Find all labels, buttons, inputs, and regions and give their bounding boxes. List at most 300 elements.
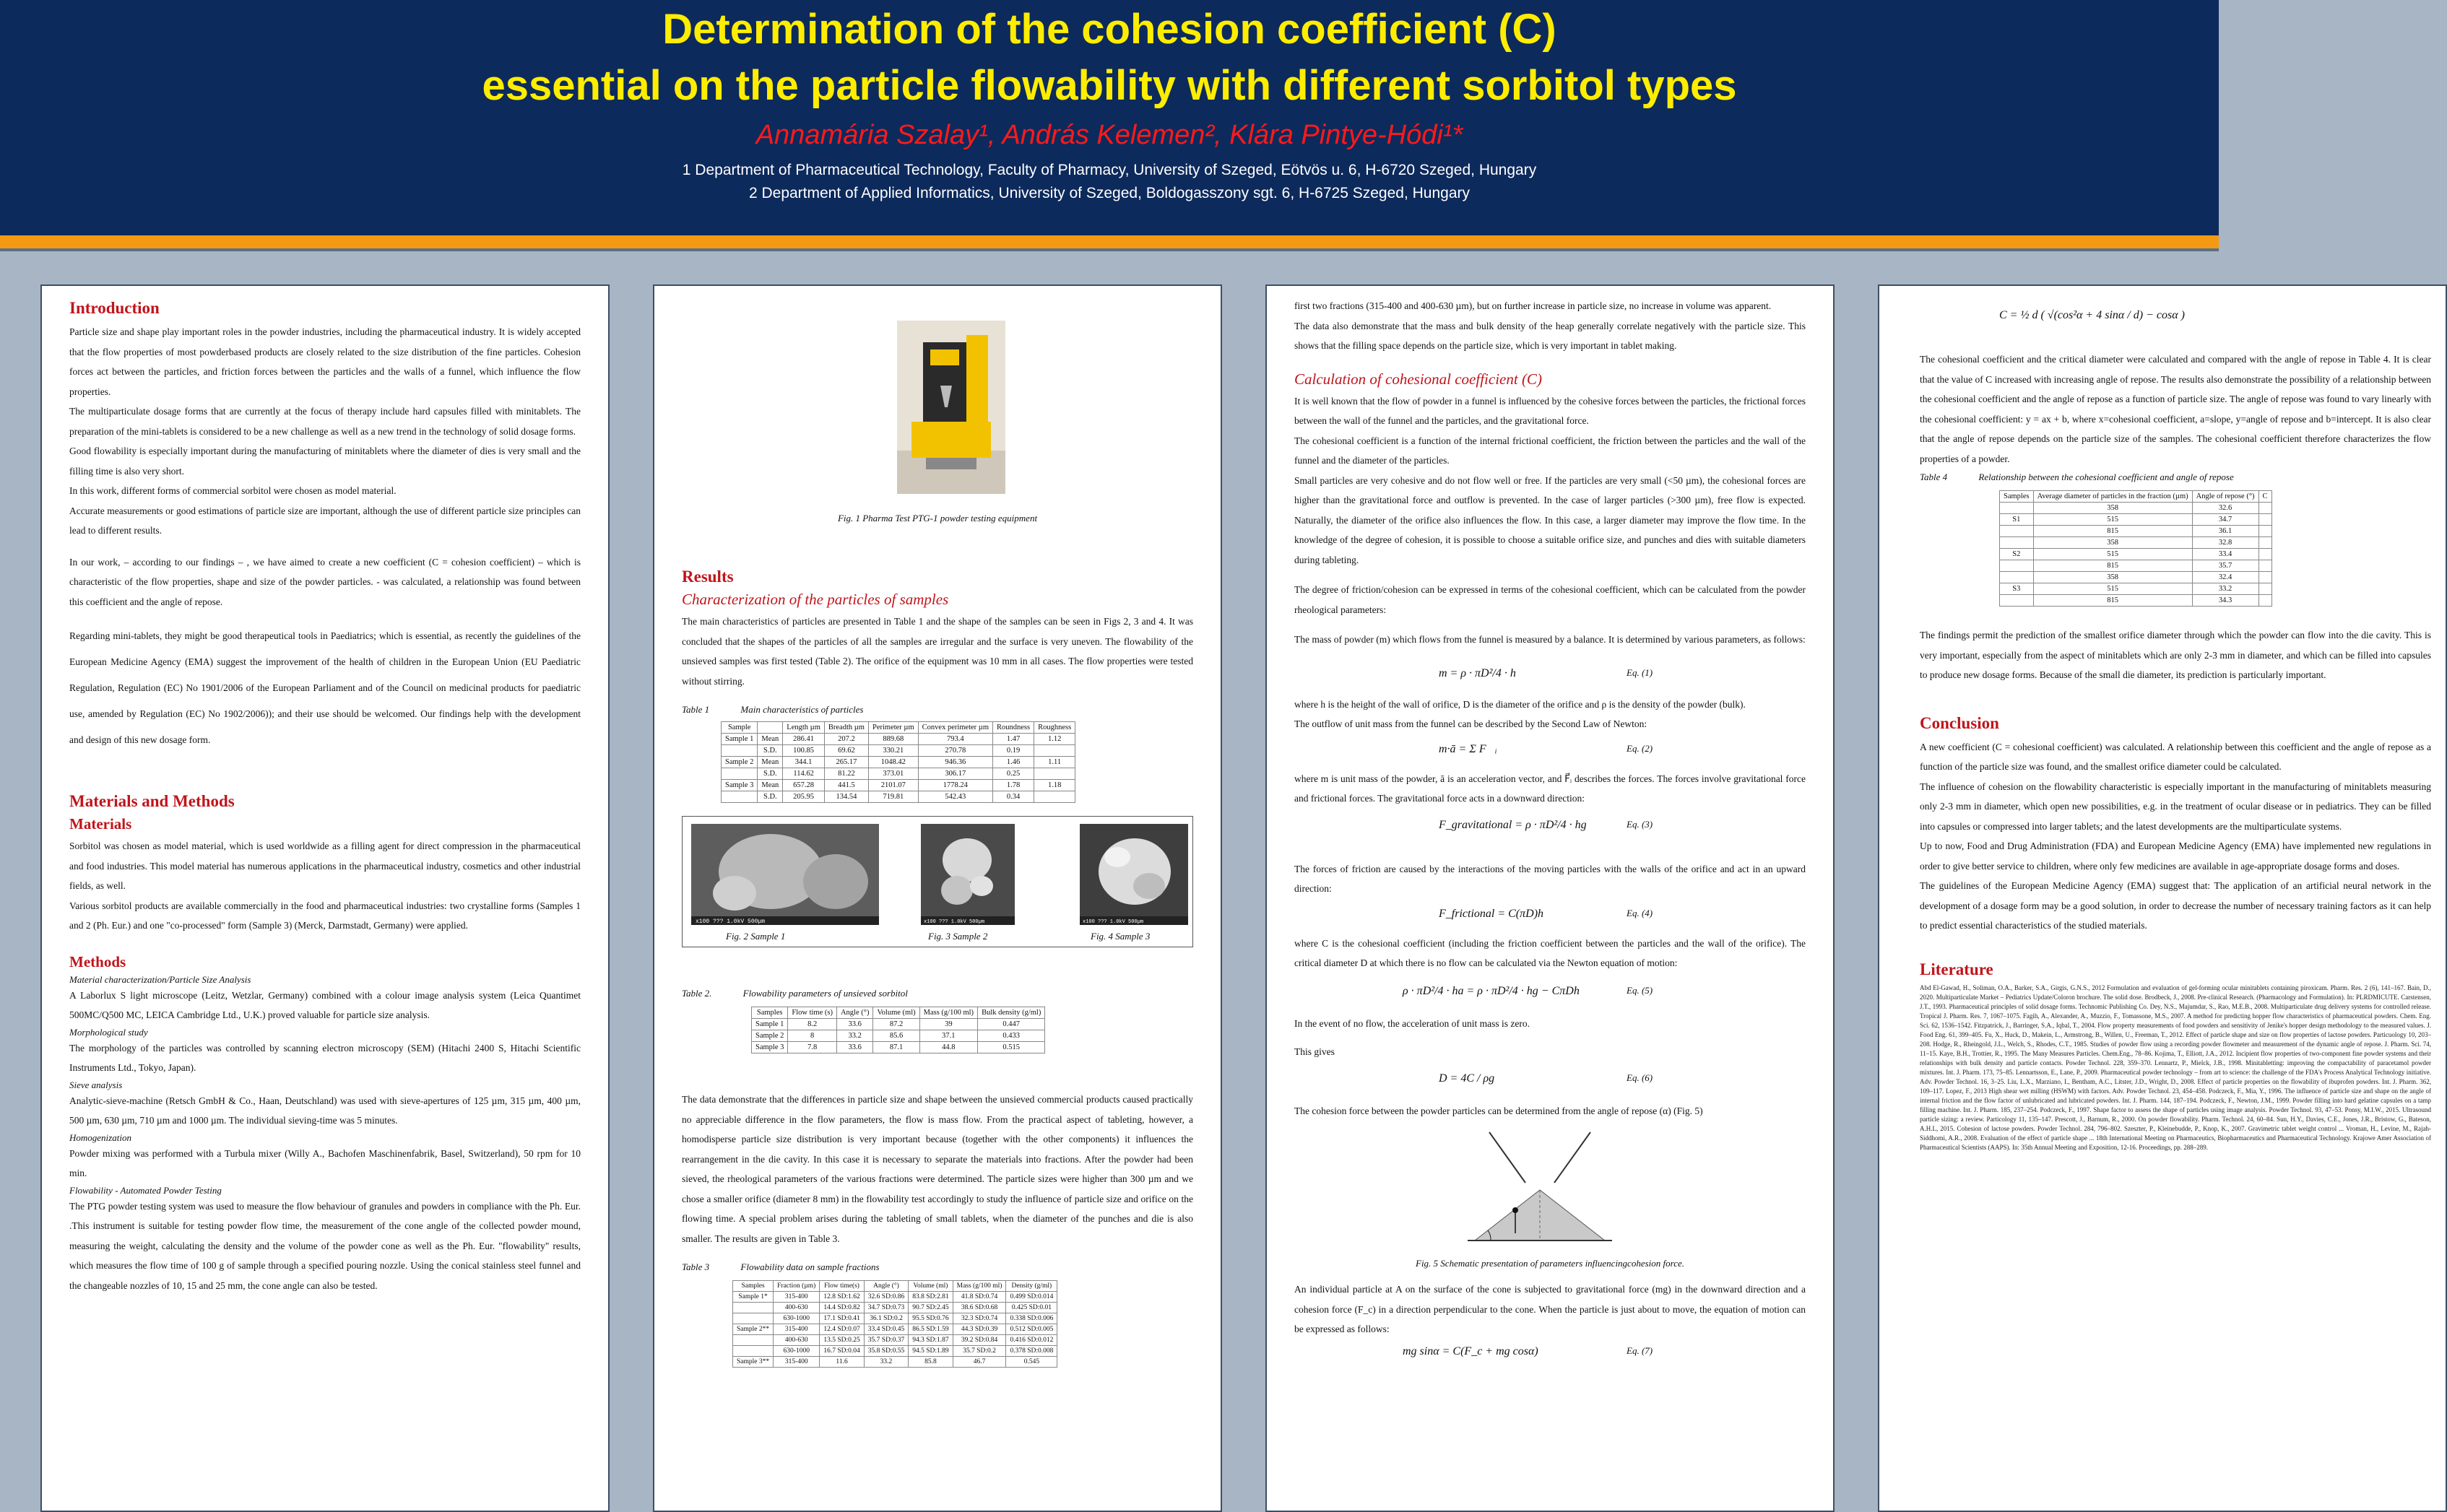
table-3-title: Flowability data on sample fractions [740,1261,880,1272]
table-row [733,1313,1057,1324]
table-1-header-cell: Breadth µm [824,722,868,734]
intro-paragraph: Accurate measurements or good estimations of particle size are important, although the use of different particle size principles can lead to different results. [69,505,581,536]
table-3-cell: 94.5 SD:1.89 [909,1346,953,1357]
table-2-cell: 8.2 [788,1019,837,1030]
figure-4-caption: Fig. 4 Sample 3 [1091,931,1151,942]
methods-paragraph: Powder mixing was performed with a Turbula mixer (Willy A., Bachofen Maschinenfabrik, Basel, Switzerland), 50 rpm for 10 min. [69,1147,581,1178]
equation-7-formula: mg sinα = C(F_c + mg cosα) [1403,1344,1538,1357]
table-1-cell: Sample 1 [722,734,758,745]
table-1-cell: 793.4 [918,734,992,745]
table-3-cell: 46.7 [953,1357,1006,1368]
table-4-cell [2000,560,2034,572]
table-3-cell: 86.5 SD:1.59 [909,1324,953,1335]
header-orange-stripe [0,235,2219,248]
table-3-cell: 83.8 SD:2.81 [909,1292,953,1303]
conclusion-paragraph: The guidelines of the European Medicine Agency (EMA) suggest that: The application of an artificial neural network in the development of a dosage form may be a good solution, in order to decrease the number of necessary training factors as it can help to predict essential characteristics of the studied materials. [1920,880,2431,931]
equation-2-label: Eq. (2) [1627,742,1653,754]
table-2-cell: 44.8 [919,1042,977,1053]
table-row [752,1042,1045,1053]
table-3-cell: 39.2 SD:0.84 [953,1335,1006,1346]
table-3-label: Table 3 [682,1261,710,1272]
table-4-cell: 36.1 [2192,526,2258,537]
poster-authors: Annamária Szalay¹, András Kelemen², Klára Pintye-Hódi¹* [755,120,1463,150]
methods-subheading: Material characterization/Particle Size Analysis [69,973,251,985]
table-4-cell: 515 [2033,549,2192,560]
affiliation-2: 2 Department of Applied Informatics, University of Szeged, Boldogasszony sgt. 6, H-6725 Szeged, Hungary [748,185,1471,201]
table-row [2000,503,2272,514]
body-paragraph: where C is the cohesional coefficient (including the friction coefficient between the particles and the wall of the orifice). The critical diameter D at which there is no flow can be calculated via the Newton equation of motion: [1294,937,1806,968]
table-2-cell: 87.2 [873,1019,919,1030]
table-3-header-cell: Flow time(s) [820,1281,864,1292]
table-row [2000,560,2272,572]
equation-7 [1294,1339,1806,1368]
table-2-header-cell: Bulk density (g/ml) [978,1007,1045,1019]
table-row [2000,537,2272,549]
results-paragraph: The main characteristics of particles are presented in Table 1 and the shape of the samples can be seen in Figs 2, 3 and 4. It was concluded that the shapes of the particles of all the samples are irregular and the surface is very uneven. The flowability of the unsieved samples was first tested (Table 2). The orifice of the equipment was 10 mm in all cases. The flow properties were tested without stirring. [682,616,1193,687]
table-4-cell: 815 [2033,560,2192,572]
table-1-cell: 1048.42 [868,757,918,768]
intro-paragraph: Regarding mini-tablets, they might be good therapeutical tools in Paediatrics; which is essential, as recently the guidelines of the European Medicine Agency (EMA) suggest the improvement of the health of children in the European Union (EU Paediatric Regulation, Regulation (EC) No 1901/2006 of the European Parliament and of the Council on medicinal products for paediatric use, amended by Regulation (EC) No 1902/2006)); and their use should be welcomed. Our findings help with the development and design of this new dosage form. [69,630,581,745]
table-1-cell: 1.18 [1034,780,1075,791]
table-4-cell: 515 [2033,583,2192,595]
table-3-cell: 315-400 [774,1357,820,1368]
table-3-cell: 400-630 [774,1303,820,1313]
body-paragraph: This gives [1294,1046,1335,1057]
table-3-cell: 14.4 SD:0.82 [820,1303,864,1313]
table-1-cell: 946.36 [918,757,992,768]
table-4-header-cell: Angle of repose (°) [2192,491,2258,503]
conclusion-paragraph: The influence of cohesion on the flowability characteristic is especially important in the manufacturing of minitablets measuring only 2-3 mm in diameter, which open new possibilities, e.g. in the treatment of ocular disease or in pediatrics. They can be filled into capsules or compressed into larger tablets; and the latest developments are the multiparticulate systems. [1920,781,2431,832]
equation-3-label: Eq. (3) [1627,818,1653,830]
table-4-cell [2258,572,2271,583]
table-1-caption [682,704,1193,716]
intro-paragraph: In our work, – according to our findings – , we have aimed to create a new coefficient (C = cohesion coefficient) – which is characteristic of the flow properties, shape and size of the powder particles. - was calculated, a relationship was found between this coefficient and the angle of repose. [69,556,581,607]
equation-8 [1920,299,2431,339]
methods-subheading: Homogenization [69,1131,131,1143]
table-4-cell: 35.7 [2192,560,2258,572]
table-row [733,1357,1057,1368]
sem-image-sample-1 [691,824,879,925]
table-1-cell: 1.78 [993,780,1034,791]
results-paragraph: The data demonstrate that the differences in particle size and shape between the unsieved commercial products caused practically no appreciable difference in the flow parameters, the flow is mass flow. From the practical aspect of tableting, however, a homodisperse particle size distribution is very important because (together with the other components) it influences the rearrangement in the die cavity. In this case it is necessary to separate the materials into fractions. After the powder had been sieved, the rheological parameters of the various fractions were determined. The particle sizes were higher than 300 µm and we chose a smaller orifice (diameter 8 mm) in the flowability test accordingly to study the influence of particle size and orifice on the flowing time. A special problem arises during the tableting of small tablets, when the diameter of the punches and die is also smaller. The results are given in Table 3. [682,1094,1193,1244]
table-4-cell [2258,595,2271,607]
table-1-cell: Sample 3 [722,780,758,791]
equation-3-formula: F_gravitational = ρ · πD²/4 · hg [1439,818,1587,831]
table-4-cell: 32.6 [2192,503,2258,514]
equation-4-formula: F_frictional = C(πD)h [1439,907,1544,920]
equation-5 [1294,973,1806,1014]
table-3-cell: Sample 3** [733,1357,774,1368]
table-3-cell: 630-1000 [774,1313,820,1324]
table-1-cell: 286.41 [783,734,825,745]
table-1-cell: 719.81 [868,791,918,803]
affiliation-1: 1 Department of Pharmaceutical Technology, Faculty of Pharmacy, University of Szeged, Eötvös u. 6, H-6720 Szeged, Hungary [682,162,1537,178]
table-2-cell: 0.433 [978,1030,1045,1042]
table-3-cell: 0.512 SD:0.005 [1006,1324,1057,1335]
methods-paragraph: The PTG powder testing system was used to measure the flow behaviour of granules and powders in compliance with the Ph. Eur. .This instrument is suitable for testing powder flow time, the measurement of the cone angle of the collected powder mound, measuring the weight, calculating the density and the volume of the powder cone as well as the Ph. Eur. "flowability" results, which measures the flow time of 100 g of sample through a specified pouring nozzle. Using the conical stainless steel funnel and the changeable nozzles of 10, 15 and 25 mm, the cone angle can also be tested. [69,1200,581,1291]
table-3-cell: Sample 2** [733,1324,774,1335]
table-3-cell: 315-400 [774,1292,820,1303]
table-1-cell: 265.17 [824,757,868,768]
methods-paragraph: A Laborlux S light microscope (Leitz, Wetzlar, Germany) combined with a colour image analysis system (Leica Quantimet 500MC/Q500 MC, LEICA Cambridge Ltd., U.K.) proved valuable for particle size analysis. [69,989,581,1020]
table-4-cell: 515 [2033,514,2192,526]
body-paragraph: where h is the height of the wall of orifice, D is the diameter of the orifice and ρ is the density of the powder (bulk). [1294,698,1746,710]
table-3-cell: 17.1 SD:0.41 [820,1313,864,1324]
table-4 [1999,490,2272,607]
body-paragraph: The cohesion force between the powder particles can be determined from the angle of repose (α) (Fig. 5) [1294,1105,1703,1116]
characterization-heading: Characterization of the particles of samples [682,591,949,608]
table-2-cell: Sample 3 [752,1042,788,1053]
panel-column-1 [40,284,610,1512]
table-1-cell: 330.21 [868,745,918,757]
equation-3 [1294,809,1806,848]
table-3-cell: 400-630 [774,1335,820,1346]
equation-6-label: Eq. (6) [1627,1072,1653,1083]
table-3-cell: 12.8 SD:1.62 [820,1292,864,1303]
powder-tester-photo [897,321,1005,494]
table-4-cell: 33.2 [2192,583,2258,595]
table-3-cell: 0.416 SD:0.012 [1006,1335,1057,1346]
table-4-header-cell: Average diameter of particles in the fraction (µm) [2033,491,2192,503]
body-paragraph: The findings permit the prediction of the smallest orifice diameter through which the powder can flow into the die cavity. This is very important, especially from the aspect of minitablets which are only 2-3 mm in diameter, and which can be filled into capsules to produce new dosage forms. Because of the small die diameter, its prediction is particularly important. [1920,630,2431,680]
table-1-cell: 114.62 [783,768,825,780]
equation-5-formula: ρ · πD²/4 · ha = ρ · πD²/4 · hg − CπDh [1403,984,1580,997]
figure-3-caption: Fig. 3 Sample 2 [928,931,988,942]
equation-2 [1294,734,1806,769]
table-row [2000,583,2272,595]
table-1-cell [1034,791,1075,803]
table-3-cell [733,1346,774,1357]
table-row [722,734,1075,745]
table-3-cell: 34.7 SD:0.73 [864,1303,908,1313]
equation-8-formula: C = ½ d ( √(cos²α + 4 sinα / d) − cosα ) [1999,309,2185,321]
table-4-cell [2000,537,2034,549]
table-3-cell: 0.338 SD:0.006 [1006,1313,1057,1324]
table-1-cell: 441.5 [824,780,868,791]
table-2-cell: 37.1 [919,1030,977,1042]
header-divider [0,248,2219,251]
table-1-cell: S.D. [758,791,783,803]
table-1-label: Table 1 [682,704,710,715]
conclusion-heading: Conclusion [1920,713,1999,732]
table-2-cell: 39 [919,1019,977,1030]
methods-heading: Methods [69,952,126,970]
equation-5-label: Eq. (5) [1627,984,1653,996]
table-4-cell: 815 [2033,526,2192,537]
body-paragraph: The cohesional coefficient is a function of the internal frictional coefficient, the friction between the particles and the wall of the funnel and the diameter of the particles. [1294,435,1806,466]
table-2-cell: 0.515 [978,1042,1045,1053]
table-3-header-cell: Fraction (µm) [774,1281,820,1292]
table-1-header-cell: Perimeter µm [868,722,918,734]
methods-subheading: Sieve analysis [69,1079,123,1090]
table-3-cell: 630-1000 [774,1346,820,1357]
table-3-cell: 11.6 [820,1357,864,1368]
body-paragraph: The data also demonstrate that the mass and bulk density of the heap generally correlate negatively with the particle size. This shows that the filling space depends on the particle size, which is very important in tablet making. [1294,320,1806,351]
equation-6 [1294,1062,1806,1101]
intro-paragraph: The multiparticulate dosage forms that are currently at the focus of therapy include hard capsules filled with minitablets. The preparation of the mini-tablets is considered to be a new challenge as well as a new trend in the technology of solid dosage forms. [69,406,581,437]
table-1-cell: 344.1 [783,757,825,768]
intro-paragraph: Good flowability is especially important during the manufacturing of minitablets where the diameter of dies is very small and the filling time is also very short. [69,446,581,477]
table-4-cell [2258,537,2271,549]
table-1-cell: 373.01 [868,768,918,780]
sem-image-sample-3 [1080,824,1188,925]
table-3-header-cell: Mass (g/100 ml) [953,1281,1006,1292]
table-row [2000,526,2272,537]
table-2-caption [682,988,1193,999]
table-1-cell [722,768,758,780]
panel-column-2 [653,284,1222,1512]
body-paragraph: Small particles are very cohesive and do not flow well or free. If the particles are very small (<50 µm), the cohesional forces are higher than the gravitational force and outflow is prevented. In the case of larger particles (>300 µm), free flow is expected. Naturally, the diameter of the orifice also influences the flow. In this case, a larger diameter may improve the flow time. In the knowledge of the degree of cohesion, it is possible to choose a suitable orifice size, and punches and dies with suitable diameters during tableting. [1294,474,1806,565]
sem-info: x100 ??? 1.0kV 500µm [696,918,766,925]
table-4-cell [2258,560,2271,572]
figure-1 [682,321,1193,508]
table-3-cell: 13.5 SD:0.25 [820,1335,864,1346]
table-4-cell: 358 [2033,503,2192,514]
table-3-cell: 0.499 SD:0.014 [1006,1292,1057,1303]
equation-1-label: Eq. (1) [1627,666,1653,678]
table-row [733,1346,1057,1357]
table-1-cell [722,791,758,803]
materials-heading: Materials [69,815,132,833]
table-row [2000,595,2272,607]
table-4-cell: 358 [2033,537,2192,549]
table-4-cell: S3 [2000,583,2034,595]
table-1-cell: 69.62 [824,745,868,757]
table-4-cell [2258,503,2271,514]
equation-6-formula: D = 4C / ρg [1439,1072,1495,1085]
table-1-cell: Mean [758,734,783,745]
table-1-cell: 889.68 [868,734,918,745]
body-paragraph: The cohesional coefficient and the critical diameter were calculated and compared with the angle of repose in Table 4. It is clear that the value of C increased with increasing angle of repose. The results also demonstrate the possibility of a relationship between the cohesional coefficient and the angle of repose as a function of particle size. The angle of repose was found to vary linearly with the cohesional coefficient: y = ax + b, where x=cohesional coefficient, a=slope, y=angle of repose and b=intercept. It is also clear that the angle of repose depends on the particle size of the samples. The cohesional coefficient therefore characterizes the flow properties of a powder. [1920,354,2431,464]
table-4-cell [2000,503,2034,514]
table-3-cell: 0.378 SD:0.008 [1006,1346,1057,1357]
results-heading: Results [682,568,734,586]
figure-1-caption: Fig. 1 Pharma Test PTG-1 powder testing equipment [837,513,1038,523]
table-1-cell: 81.22 [824,768,868,780]
table-3 [732,1280,1057,1368]
table-3-cell: 12.4 SD:0.07 [820,1324,864,1335]
table-3-cell: 35.7 SD:0.2 [953,1346,1006,1357]
table-3-cell: 94.3 SD:1.87 [909,1335,953,1346]
body-paragraph: The forces of friction are caused by the interactions of the moving particles with the walls of the orifice and act in an upward direction: [1294,863,1806,894]
table-2-header-cell: Flow time (s) [788,1007,837,1019]
sem-image-sample-2 [921,824,1015,925]
table-4-cell: S1 [2000,514,2034,526]
materials-paragraph: Sorbitol was chosen as model material, which is used worldwide as a filling agent for direct compression in the pharmaceutical and food industries. This model material has numerous applications in the pharmaceutical industry, cosmetics and other industrial fields, as well. [69,840,581,891]
table-2-header-cell: Angle (°) [836,1007,872,1019]
table-1-header-cell: Length µm [783,722,825,734]
literature-list: Abd El-Gawad, H., Soliman, O.A., Barker, S.A., Girgis, G.N.S., 2012 Formulation and evaluation of gel-forming ocular minitablets containing piroxicam. Pharm. Res. 2 (6), 141–167. Bain, D., 2020. Multiparticulate Market – Pediatrics Update/Coloron brochure. The solid dose. Brodbeck, J., 2008. Pre-clinical Research. (Pharmacology and Formulation). In: PLRDMICUTE. Carstensen, J.T., 1993. Pharmaceutical principles of solid dosage forms. Technomic Publishing Co. Dey, N.S., Majumdar, S., Rao, M.E.B., 2008. Multiparticulate drug delivery systems for controlled release. Tropical J. Pharm. Res. 7, 1067–1075. Fagih, A., Alexander, A., Muzzio, F., Tomassone, M.S., 2007. A method for predicting hopper flow characteristics of pharmaceutical powders. Chem. Eng. Sci. 62, 1536–1542. Fitzpatrick, J., Barringer, S.A., Iqbal, T., 2004. Flow property measurements of food powders and sensitivity of Jenike's hopper design methodology to the measured values. J. Food Eng. 61, 399–405. Fu, X., Huck, D., Makein, L., Armstrong, B., Willen, U., Freeman, T., 2012. Effect of particle shape and size on flow properties of lactose powders. Particuology 10, 203–208. Hodge, R., Rheingold, J.L., Welch, S., Rhodes, C.T., 1985. Studies of powder flow using a recording powder flowmeter and measurement of the dynamic angle of repose. J. Pharm. Sci. 74, 11–15. Kaye, B.H., Trottier, R., 1995. The Many Measures Particles. Chem.Eng., 78–86. Kojima, T., Elliott, J.A., 2012. Incipient flow properties of two-component fine powder systems and their relationships with bulk density and particle contacts. Powder Technol. 228, 359–370. Lennartz, P., Mielck, J.B., 1998. Minitabletting: improving the compactability of paracetamol powder mixtures. Int. J. Pharm. 173, 75–85. Lennartsson, E., Lane, P., 2009. Pharmaceutical powder technology – from art to science: the challenge of the FDA's Process Analytical Technology initiative. Adv. Powder Technol. 16, 3–25. Liu, L.X., Marziano, I., Bentham, A.C., Litster, J.D., Wright, D., 2008. Effect of particle properties on the flowability of ibuprofen powders. Int. J. Pharm. 362, 109–117. Lopez, F., 2013 High shear wet milling (HSWM) with factors. Adv. Powder Technol. 23, 454–458. Podczeck, F., Mia, Y., 1996. The influence of particle size and shape on the angle of internal friction and the flow factor of unlubricated and lubricated powders. Int. J. Pharm. 144, 187–194. Podczeck, F., Newton, J.M., 1999. Powder filling into hard gelatine capsules on a tamp filling machine. Int. J. Pharm. 185, 237–254. Podczeck, F., 1997. Shape factor to assess the shape of particles using image analysis. Powder Technol. 93, 47–53. Ponsy, M.I.W., 2015. Ultrasound particle sizing: a review. Particology 11, 135–147. Prescott, J., Barnum, R., 2000. On powder flowability. Pharm. Technol. 24, 60–84. Sun, H.Y., Davies, C.E., Jones, J.R., Bristow, G., Bateson, A.H.L, 2015. Cohesion of lactose powders. Powder Technol. 284, 796–802. Szeszter, P., Kleinebudde, P., Knop, K., 2007. Gravimetric tablet weight control ... Vroman, H., Levine, M., Rajah-Siddhomi, A.R., 2008. Evaluation of the effect of particle shape ... 18th International Meeting on Pharmaceutics, Biopharmaceutics and Pharmaceutical Technology. Krajowe Amer Association of Pharmaceutical Scientists (AAPS). In: 35th Annual Meeting and Exposition, 12-16. Proceedings, pp. 288–289. [1920,983,2431,1151]
table-1-cell: 657.28 [783,780,825,791]
table-3-header-cell: Volume (ml) [909,1281,953,1292]
table-4-cell: 34.7 [2192,514,2258,526]
table-3-cell: 44.3 SD:0.39 [953,1324,1006,1335]
table-4-cell: 358 [2033,572,2192,583]
table-row [733,1335,1057,1346]
sem-info: x100 ??? 1.0kV 500µm [1083,919,1144,925]
table-1-cell: 1.47 [993,734,1034,745]
table-2-cell: 33.2 [836,1030,872,1042]
methods-subheading: Morphological study [69,1026,148,1038]
table-3-cell: 36.1 SD:0.2 [864,1313,908,1324]
table-1-cell: 1.12 [1034,734,1075,745]
table-1-cell [1034,745,1075,757]
table-1-header-cell: Roughness [1034,722,1075,734]
table-3-cell: 33.4 SD:0.45 [864,1324,908,1335]
table-3-header-cell: Density (g/ml) [1006,1281,1057,1292]
table-4-label: Table 4 [1920,472,1948,482]
table-1-header-cell: Convex perimeter µm [918,722,992,734]
intro-paragraph: Particle size and shape play important roles in the powder industries, including the pharmaceutical industry. It is widely accepted that the flow properties of most powderbased products are closely related to the size distribution of the fine particles. Cohesion forces act between the particles, and friction forces between the particles and the walls of a funnel, which influence the flow properties. [69,326,581,397]
table-2-cell: 33.6 [836,1042,872,1053]
table-2-header-cell: Samples [752,1007,788,1019]
body-paragraph: In the event of no flow, the acceleration of unit mass is zero. [1294,1017,1530,1029]
table-2-cell: Sample 1 [752,1019,788,1030]
table-4-cell [2000,526,2034,537]
equation-4-label: Eq. (4) [1627,907,1653,918]
table-3-cell: 85.8 [909,1357,953,1368]
table-3-cell: 35.7 SD:0.37 [864,1335,908,1346]
table-2-cell: 7.8 [788,1042,837,1053]
table-3-cell: 32.6 SD:0.86 [864,1292,908,1303]
table-4-cell [2258,549,2271,560]
poster-title-line2: essential on the particle flowability with different sorbitol types [482,62,1737,109]
methods-paragraph: The morphology of the particles was controlled by scanning electron microscopy (SEM) (Hitachi 2400 S, Hitachi Scientific Instruments Ltd., Tokyo, Japan). [69,1042,581,1073]
methods-subheading: Flowability - Automated Powder Testing [69,1184,222,1196]
table-1-header-cell [758,722,783,734]
table-1-cell: 306.17 [918,768,992,780]
body-paragraph: The degree of friction/cohesion can be expressed in terms of the cohesional coefficient, which can be calculated from the powder rheological parameters: [1294,584,1806,615]
table-4-caption [1920,472,2431,483]
table-1-cell: S.D. [758,768,783,780]
materials-methods-heading: Materials and Methods [69,792,235,810]
table-2-cell: 8 [788,1030,837,1042]
table-2-header-cell: Volume (ml) [873,1007,919,1019]
table-1-cell: Sample 2 [722,757,758,768]
table-1-cell [1034,768,1075,780]
table-3-cell: 315-400 [774,1324,820,1335]
table-1-cell: S.D. [758,745,783,757]
table-4-cell: 33.4 [2192,549,2258,560]
table-1-title: Main characteristics of particles [740,704,864,715]
figure-2-caption: Fig. 2 Sample 1 [726,931,786,942]
table-1-cell: Mean [758,757,783,768]
table-3-header-cell: Samples [733,1281,774,1292]
table-row [752,1019,1045,1030]
table-2-cell: 33.6 [836,1019,872,1030]
table-4-cell [2258,514,2271,526]
table-row [722,791,1075,803]
table-4-cell: 32.4 [2192,572,2258,583]
table-row [733,1324,1057,1335]
table-4-cell: 32.8 [2192,537,2258,549]
table-4-cell: 34.3 [2192,595,2258,607]
table-3-cell [733,1303,774,1313]
body-paragraph: The outflow of unit mass from the funnel can be described by the Second Law of Newton: [1294,718,1647,729]
angle-of-repose-diagram [1446,1125,1634,1255]
materials-paragraph: Various sorbitol products are available commercially in the food and pharmaceutical industries: two crystalline forms (Samples 1 and 2 (Ph. Eur.) and one "co-processed" form (Sample 3) (Merck, Darmstadt, Germany) were applied. [69,900,581,931]
poster-title-line1: Determination of the cohesion coefficient (C) [662,6,1556,53]
table-4-title: Relationship between the cohesional coefficient and angle of repose [1978,472,2234,482]
table-3-cell [733,1335,774,1346]
table-2-cell: 0.447 [978,1019,1045,1030]
table-3-header-cell: Angle (°) [864,1281,908,1292]
table-1-cell: 1.11 [1034,757,1075,768]
table-1-cell: 0.25 [993,768,1034,780]
table-row [722,768,1075,780]
table-row [722,780,1075,791]
table-3-caption [682,1261,1193,1273]
table-1-header-cell: Sample [722,722,758,734]
table-2 [751,1007,1045,1053]
table-2-cell: Sample 2 [752,1030,788,1042]
table-3-cell: 32.3 SD:0.74 [953,1313,1006,1324]
table-2-label: Table 2. [682,988,712,999]
conclusion-paragraph: Up to now, Food and Drug Administration (FDA) and European Medicine Agency (EMA) have implemented new regulations in order to give better service to children, where only few medicines are available in age-appropriate dosage forms and doses. [1920,840,2431,872]
table-row [722,745,1075,757]
equation-2-formula: m·ā = Σ F⃗ᵢ [1439,742,1497,755]
table-3-cell [733,1313,774,1324]
table-1-cell: 0.19 [993,745,1034,757]
table-4-cell [2258,526,2271,537]
table-4-cell [2000,595,2034,607]
methods-paragraph: Analytic-sieve-machine (Retsch GmbH & Co., Haan, Deutschland) was used with sieve-apertures of 125 µm, 315 µm, 400 µm, 500 µm, 630 µm, 710 µm and 1000 µm. The individual sieving-time was 5 minutes. [69,1095,581,1126]
body-paragraph: It is well known that the flow of powder in a funnel is influenced by the cohesive forces between the particles, the frictional forces between the wall of the funnel and the particles, and the gravitational force. [1294,395,1806,426]
table-row [2000,572,2272,583]
body-paragraph: first two fractions (315-400 and 400-630 µm), but on further increase in particle size, no increase in volume was apparent. [1294,300,1772,311]
figure-5-caption: Fig. 5 Schematic presentation of parameters influencingcohesion force. [1416,1258,1684,1269]
body-paragraph: The mass of powder (m) which flows from the funnel is measured by a balance. It is determined by various parameters, as follows: [1294,634,1806,645]
literature-heading: Literature [1920,960,1993,978]
table-3-cell: 95.5 SD:0.76 [909,1313,953,1324]
sem-figures [682,816,1193,947]
table-1-cell [722,745,758,757]
introduction-heading: Introduction [69,299,160,317]
table-row [752,1030,1045,1042]
table-4-cell [2000,572,2034,583]
table-1-cell: Mean [758,780,783,791]
body-paragraph: where m is unit mass of the powder, ā is an acceleration vector, and F⃗ᵢ describes the forces. The forces involve gravitational force and frictional forces. The gravitational force acts in a downward direction: [1294,773,1806,804]
table-row [722,757,1075,768]
table-1-cell: 134.54 [824,791,868,803]
table-2-header-cell: Mass (g/100 ml) [919,1007,977,1019]
table-3-cell: 0.425 SD:0.01 [1006,1303,1057,1313]
table-1-cell: 205.95 [783,791,825,803]
table-1-header-cell: Roundness [993,722,1034,734]
table-3-cell: Sample 1* [733,1292,774,1303]
table-3-cell: 33.2 [864,1357,908,1368]
conclusion-paragraph: A new coefficient (C = cohesional coefficient) was calculated. A relationship between this coefficient and the angle of repose as a function of the particle size was found, and the smallest orifice diameter could be calculated. [1920,741,2431,772]
table-4-cell: S2 [2000,549,2034,560]
table-3-cell: 16.7 SD:0.04 [820,1346,864,1357]
table-row [733,1292,1057,1303]
table-1-cell: 2101.07 [868,780,918,791]
equation-1-formula: m = ρ · πD²/4 · h [1439,666,1516,679]
equation-7-label: Eq. (7) [1627,1344,1653,1356]
body-paragraph: An individual particle at A on the surface of the cone is subjected to gravitational force (mg) in the downward direction and a cohesion force (F_c) in a direction perpendicular to the cone. When the particle is just about to move, the equation of motion can be expressed as follows: [1294,1284,1806,1334]
table-1-cell: 0.34 [993,791,1034,803]
table-3-cell: 0.545 [1006,1357,1057,1368]
table-1 [721,721,1075,803]
panel-column-4 [1878,284,2447,1512]
table-row [2000,549,2272,560]
table-1-cell: 1.46 [993,757,1034,768]
equation-1 [1294,657,1806,695]
table-3-cell: 90.7 SD:2.45 [909,1303,953,1313]
table-2-cell: 85.6 [873,1030,919,1042]
table-1-cell: 270.78 [918,745,992,757]
figure-5 [1294,1121,1806,1258]
